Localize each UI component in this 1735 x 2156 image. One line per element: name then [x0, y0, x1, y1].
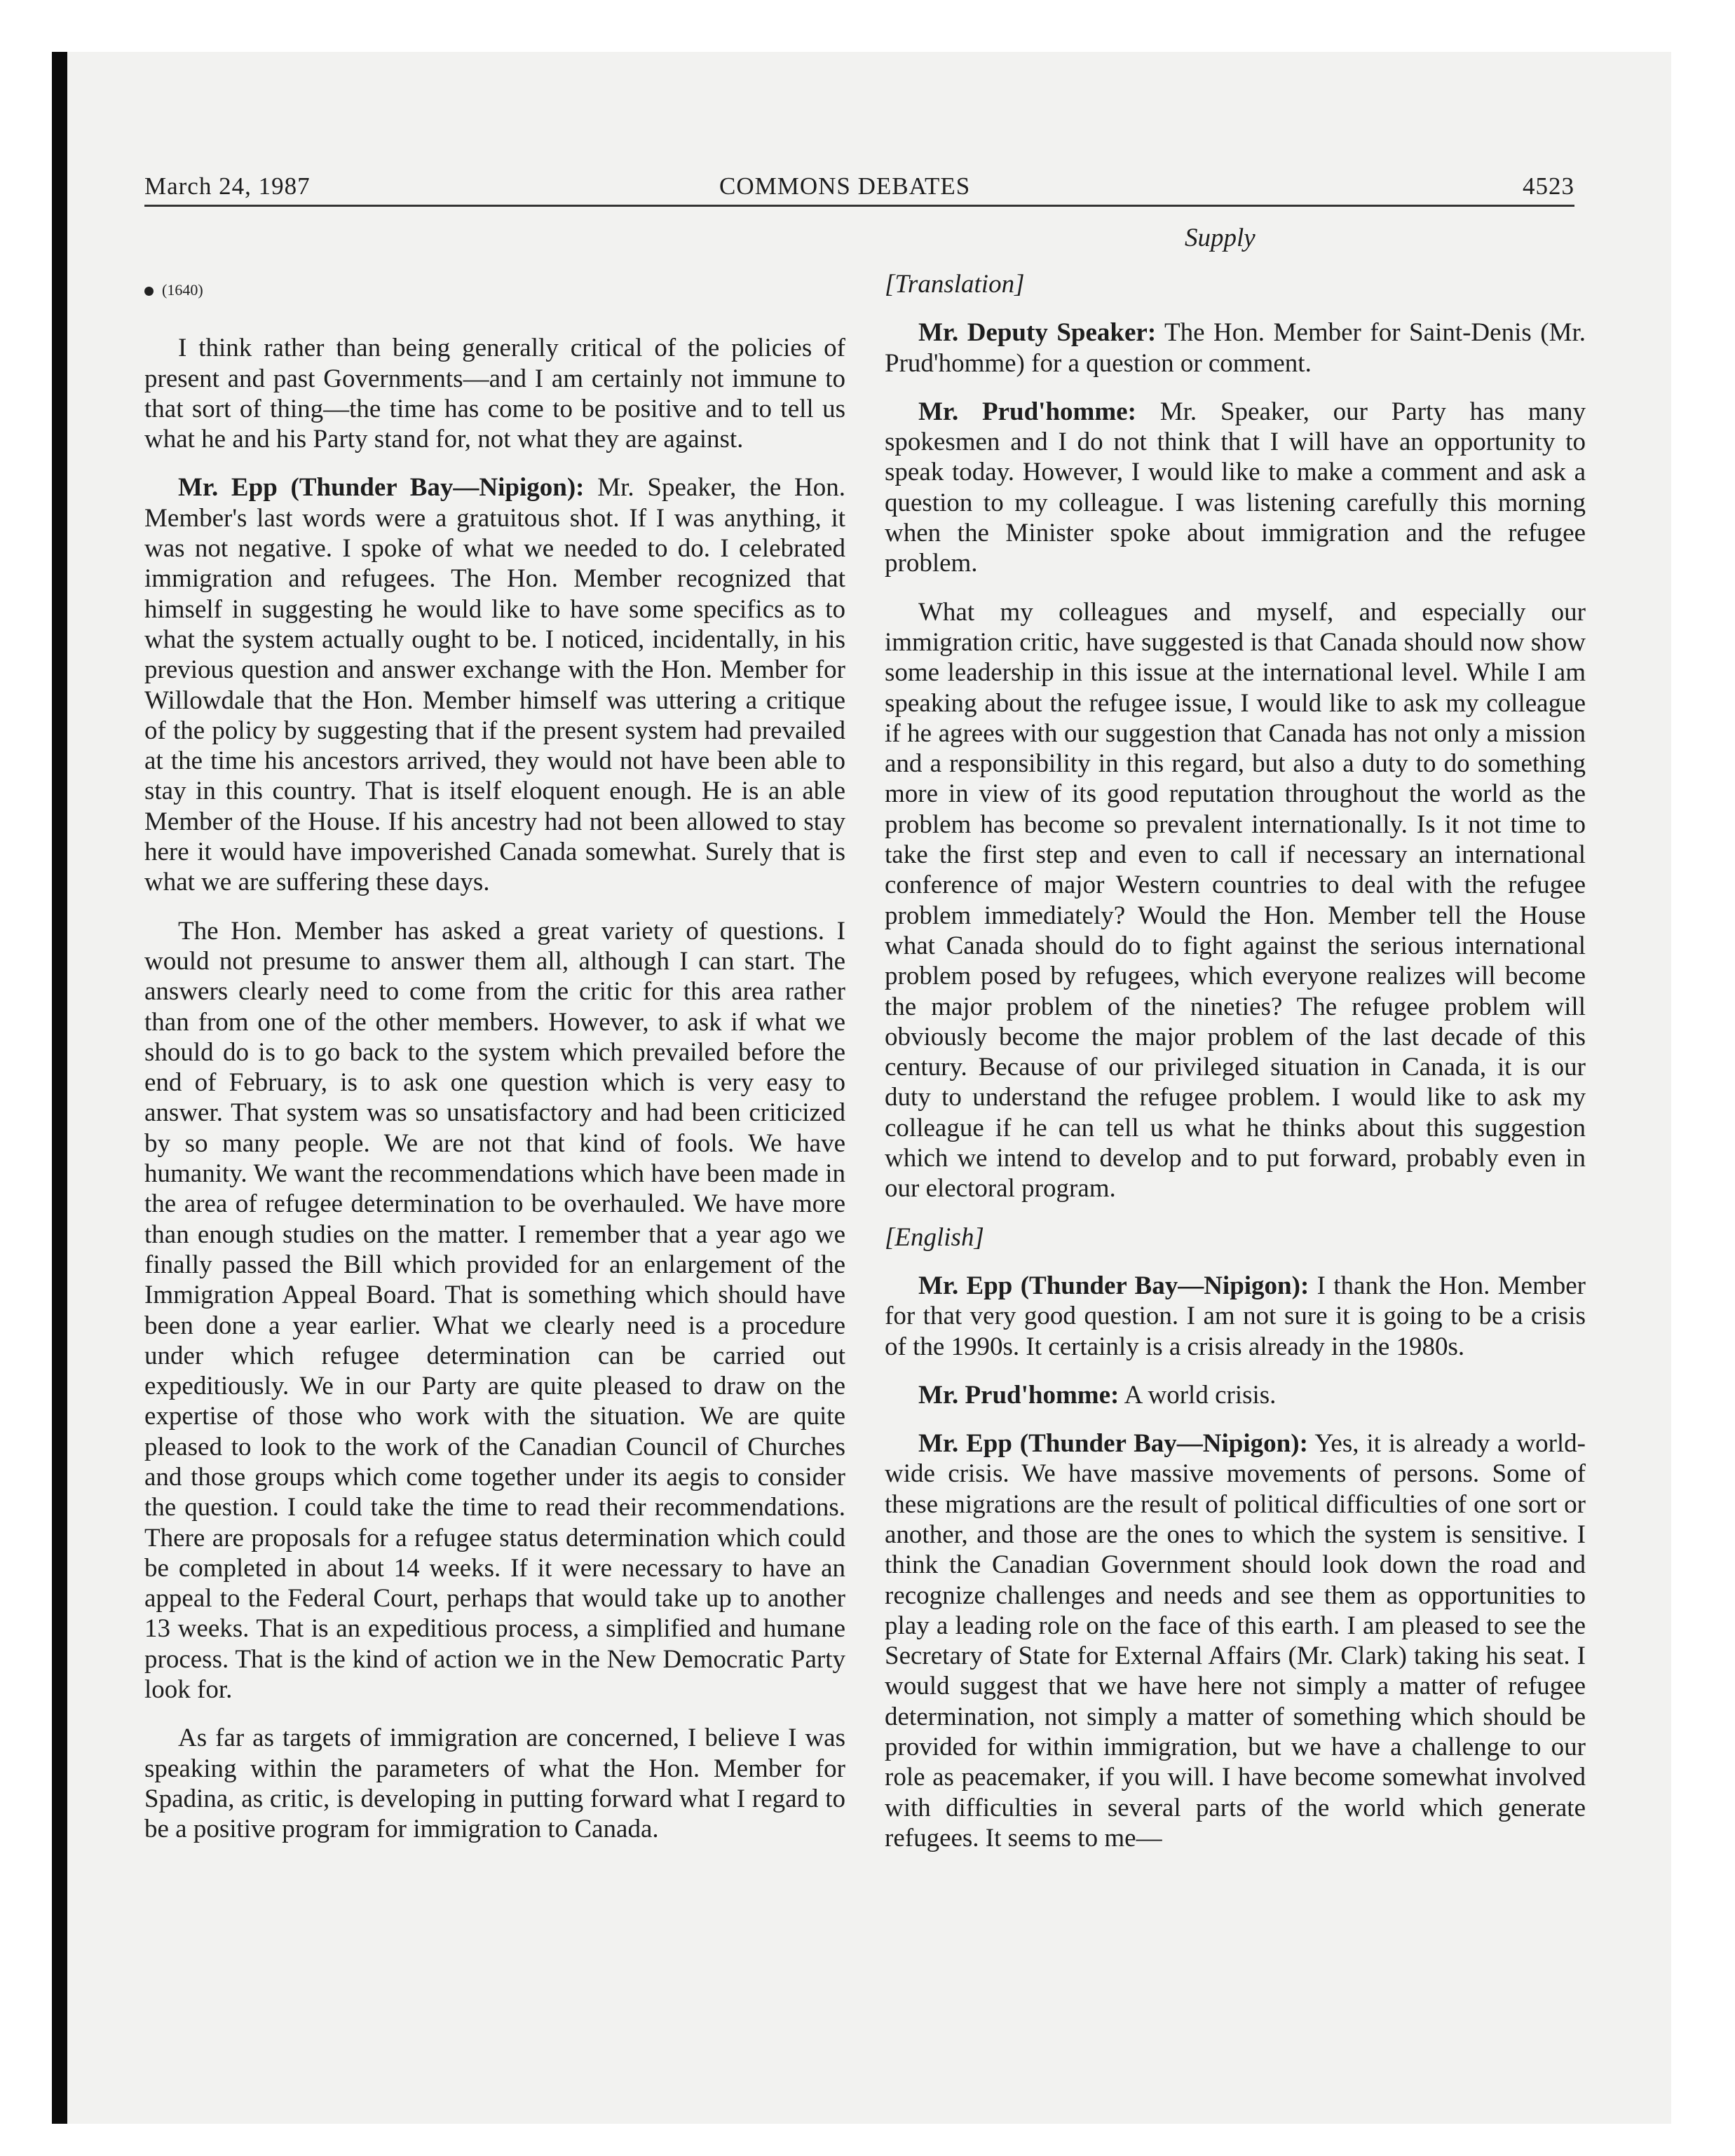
language-note: [Translation] — [885, 270, 1025, 299]
speaker-name: Mr. Prud'homme: — [918, 1380, 1120, 1410]
paragraph — [885, 1271, 1586, 1362]
paragraph — [885, 397, 1586, 579]
paragraph: I think rather than being generally critical of the policies of present and past Governments—and I am certainly not immune to that sort of thing—the time has come to be positive and to tell us what he and his Party stand for, not what they are against. — [144, 334, 845, 454]
header-date: March 24, 1987 — [144, 172, 311, 200]
speech-text: Yes, it is already a world-wide crisis. We have massive movements of persons. Some of these migrations are the result of political difficulties of one sort or another, and those are the ones to which the system is sensitive. I think the Canadian Government should look down the road and recognize challenges and needs and see them as opportunities to play a leading role on the face of this earth. I am pleased to see the Secretary of State for External Affairs (Mr. Clark) taking his seat. I would suggest that we have here not simply a matter of refugee determination, not simply a matter of something which should be provided for within immigration, but we have a challenge to our role as peacemaker, if you will. I have become somewhat involved with difficulties in several parts of the world which generate refugees. It seems to me— — [885, 1429, 1586, 1853]
left-column — [144, 275, 845, 1863]
language-note: [English] — [885, 1222, 984, 1252]
speech-text: A world crisis. — [1119, 1380, 1277, 1410]
speech-text: Mr. Speaker, our Party has many spokesmen and I do not think that I will have an opportunity to speak today. However, I would like to make a comment and ask a question to my colleague. I was listening carefully this morning when the Minister spoke about immigration and the refugee problem. — [885, 397, 1586, 578]
bullet-icon — [144, 287, 154, 296]
paragraph: The Hon. Member has asked a great variety of questions. I would not presume to answer them all, although I can start. The answers clearly need to come from the critic for this area rather than from one of the other members. However, to ask if what we should do is to go back to the system which prevailed before the end of February, is to ask one question which is very easy to answer. That system was so unsatisfactory and had been criticized by so many people. We are not that kind of fools. We have humanity. We want the recommendations which have been made in the area of refugee determination to be overhauled. We have more than enough studies on the matter. I remember that a year ago we finally passed the Bill which provided for an enlargement of the Immigration Appeal Board. That is something which should have been done a year earlier. What we clearly need is a procedure under which refugee determination can be carried out expeditiously. We in our Party are quite pleased to draw on the expertise of those who work with the situation. We are quite pleased to look to the work of the Canadian Council of Churches and those groups which come together under its aegis to consider the question. I could take the time to read their recommendations. There are proposals for a refugee status determination which could be completed in about 14 weeks. If it were necessary to have an appeal to the Federal Court, perhaps that would take up to another 13 weeks. That is an expeditious process, a simplified and humane process. That is the kind of action we in the New Democratic Party look for. — [144, 916, 845, 1705]
right-column — [885, 269, 1586, 1871]
header-page-number: 4523 — [1523, 172, 1574, 200]
paragraph — [885, 318, 1586, 378]
speaker-name: Mr. Epp (Thunder Bay—Nipigon): — [918, 1271, 1309, 1300]
section-title: Supply — [1185, 224, 1256, 252]
paragraph — [885, 1380, 1586, 1410]
header-title: COMMONS DEBATES — [719, 172, 971, 200]
speech-text: I thank the Hon. Member for that very good question. I am not sure it is going to be a crisis of the 1990s. It certainly is a crisis already in the 1980s. — [885, 1271, 1586, 1361]
speech-text: The Hon. Member for Saint-Denis (Mr. Prud'homme) for a question or comment. — [885, 318, 1586, 378]
paragraph: As far as targets of immigration are concerned, I believe I was speaking within the parameters of what the Hon. Member for Spadina, as critic, is developing in putting forward what I regard to be a positive program for immigration to Canada. — [144, 1724, 845, 1844]
paragraph — [885, 1428, 1586, 1853]
page-header — [144, 165, 1574, 205]
scan-edge — [52, 52, 67, 2124]
paragraph: What my colleagues and myself, and especially our immigration critic, have suggested is that Canada should now show some leadership in this issue at the international level. While I am speaking about the refugee issue, I would like to ask my colleague if he agrees with our suggestion that Canada has not only a mission and a responsibility in this regard, but also a duty to do something more in view of its good reputation throughout the world as the problem has become so prevalent internationally. Is it not time to take the first step and even to call if necessary an international conference of major Western countries to deal with the refugee problem immediately? Would the Hon. Member tell the House what Canada should do to fight against the serious international problem posed by refugees, which everyone realizes will become the major problem of the nineties? The refugee problem will obviously become the major problem of the last decade of this century. Because of our privileged situation in Canada, it is our duty to understand the refugee problem. I would like to ask my colleague if he can tell us what he thinks about this suggestion which we intend to develop and to put forward, probably even in our electoral program. — [885, 597, 1586, 1203]
speech-text: Mr. Speaker, the Hon. Member's last words were a gratuitous shot. If I was anything, it was not negative. I spoke of what we needed to do. I celebrated immigration and refugees. The Hon. Member recognized that himself in suggesting he would like to have some specifics as to what the system actually ought to be. I noticed, incidentally, in his previous question and answer exchange with the Hon. Member for Willowdale that the Hon. Member himself was uttering a critique of the policy by suggesting that if the present system had prevailed at the time his ancestors arrived, they would not have been able to stay in this country. That is itself eloquent enough. He is an able Member of the House. If his ancestry had not been allowed to stay here it would have impoverished Canada somewhat. Surely that is what we are suffering these days. — [144, 473, 845, 897]
speaker-name: Mr. Epp (Thunder Bay—Nipigon): — [918, 1429, 1308, 1459]
speaker-name: Mr. Epp (Thunder Bay—Nipigon): — [178, 473, 585, 503]
time-marker-text: (1640) — [162, 281, 203, 299]
speaker-name: Mr. Deputy Speaker: — [918, 318, 1157, 348]
time-marker — [144, 275, 845, 305]
speaker-name: Mr. Prud'homme: — [918, 397, 1136, 426]
paragraph — [144, 472, 845, 897]
header-rule — [144, 205, 1574, 207]
